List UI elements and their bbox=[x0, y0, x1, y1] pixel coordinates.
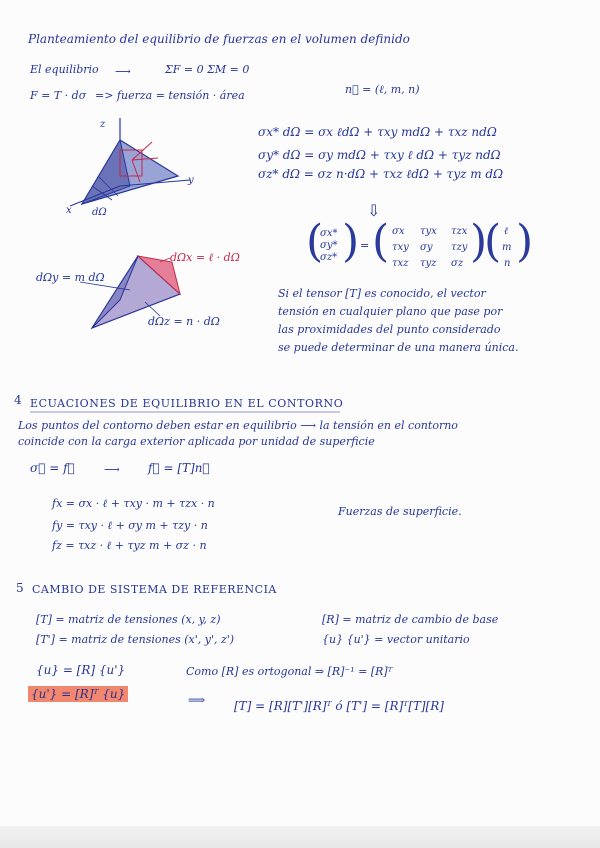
section4-side-note: Fuerzas de superficie. bbox=[338, 505, 462, 518]
tensor-note-line-4: se puede determinar de una manera única. bbox=[278, 341, 519, 354]
lhs-paren-right: ) bbox=[342, 216, 360, 267]
diagram2-label-left: dΩy = m dΩ bbox=[36, 271, 105, 284]
lhs-cell-2: σz* bbox=[320, 252, 338, 263]
force-explanation: => fuerza = tensión · área bbox=[95, 89, 245, 102]
def-u: {u} {u'} = vector unitario bbox=[322, 633, 470, 646]
tensor-cell-1-1: σy bbox=[420, 242, 433, 253]
arrow-glyph: ⟶ bbox=[115, 65, 131, 78]
tensor-cell-2-2: σz bbox=[451, 258, 464, 269]
axis-z-label: z bbox=[100, 119, 106, 130]
page-bottom-edge bbox=[0, 826, 600, 848]
tensor-paren-right: ) bbox=[470, 216, 488, 267]
tensor-cell-0-0: σx bbox=[392, 226, 405, 237]
lhs-paren-left: ( bbox=[306, 216, 324, 267]
tensor-cell-1-0: τxy bbox=[392, 242, 409, 253]
def-T: [T] = matriz de tensiones (x, y, z) bbox=[36, 613, 221, 626]
rhs-cell-2: n bbox=[504, 258, 511, 269]
tensor-cell-2-0: τxz bbox=[392, 258, 409, 269]
component-fz: fz = τxz · ℓ + τyz m + σz · n bbox=[52, 539, 207, 552]
transformation-result: [T] = [R][T'][R]ᵀ ó [T'] = [R]ᵀ[T][R] bbox=[234, 699, 444, 713]
section4-eq-left: σ⃗ = f⃗ bbox=[30, 461, 75, 475]
equation-sigma-z: σz* dΩ = σz n·dΩ + τxz ℓdΩ + τyz m dΩ bbox=[258, 167, 504, 181]
down-arrow-glyph: ⇩ bbox=[367, 201, 381, 220]
section4-number: 4 bbox=[14, 393, 22, 407]
diagram2-label-top: dΩx = ℓ · dΩ bbox=[170, 251, 240, 264]
def-T-prime: [T'] = matriz de tensiones (x', y', z') bbox=[36, 633, 235, 646]
rhs-cell-0: ℓ bbox=[504, 226, 509, 237]
lhs-cell-0: σx* bbox=[320, 228, 338, 239]
section4-text-line-2: coincide con la carga exterior aplicada por unidad de superficie bbox=[18, 435, 375, 448]
como-statement: Como [R] es ortogonal ⇒ [R]⁻¹ = [R]ᵀ bbox=[186, 665, 393, 678]
rhs-paren-left: ( bbox=[484, 216, 502, 267]
lhs-cell-1: σy* bbox=[320, 240, 338, 251]
highlight-marker: {u'} = [R]ᵀ {u} bbox=[28, 686, 128, 702]
equation-sigma-x: σx* dΩ = σx ℓdΩ + τxy mdΩ + τxz ndΩ bbox=[258, 125, 497, 139]
tetrahedron-diagram-1 bbox=[70, 118, 190, 206]
tensor-note-line-1: Si el tensor [T] es conocido, el vector bbox=[278, 287, 486, 300]
component-fx: fx = σx · ℓ + τxy · m + τzx · n bbox=[52, 497, 215, 510]
section4-eq-right: f⃗ = [T]n⃗ bbox=[148, 461, 210, 475]
component-fy: fy = τxy · ℓ + σy m + τzy · n bbox=[52, 519, 208, 532]
axis-x-label: x bbox=[66, 205, 72, 216]
area-label: dΩ bbox=[92, 207, 107, 218]
section5-number: 5 bbox=[16, 581, 24, 595]
diagram2-label-bottom: dΩz = n · dΩ bbox=[148, 315, 220, 328]
section4-text-line-1: Los puntos del contorno deben estar en equilibrio ⟶ la tensión en el contorno bbox=[18, 419, 458, 432]
force-definition: F = T · dσ bbox=[30, 89, 87, 102]
rhs-cell-1: m bbox=[502, 242, 512, 253]
tensor-note-line-3: las proximidades del punto considerado bbox=[278, 323, 501, 336]
section5-title: CAMBIO DE SISTEMA DE REFERENCIA bbox=[32, 583, 277, 596]
normal-vector: n⃗ = (ℓ, m, n) bbox=[345, 83, 420, 96]
tensor-cell-2-1: τyz bbox=[420, 258, 437, 269]
section4-eq-arrow: ⟶ bbox=[104, 463, 120, 476]
section4-title: ECUACIONES DE EQUILIBRIO EN EL CONTORNO bbox=[30, 397, 344, 410]
equilibrium-label: El equilibrio bbox=[30, 63, 99, 76]
result-arrow: ⟹ bbox=[188, 693, 206, 707]
def-R: [R] = matriz de cambio de base bbox=[322, 613, 499, 626]
tensor-paren-left: ( bbox=[372, 216, 390, 267]
tensor-cell-0-2: τzx bbox=[451, 226, 468, 237]
matrix-equals: = bbox=[360, 239, 370, 252]
relation-u: {u} = [R] {u'} bbox=[36, 663, 126, 677]
rhs-paren-right: ) bbox=[516, 216, 534, 267]
tensor-note-line-2: tensión en cualquier plano que pase por bbox=[278, 305, 503, 318]
axis-y-label: y bbox=[188, 175, 194, 186]
section-intro-title: Planteamiento del equilibrio de fuerzas en el volumen definido bbox=[28, 32, 410, 46]
tensor-cell-0-1: τyx bbox=[420, 226, 437, 237]
equation-sigma-y: σy* dΩ = σy mdΩ + τxy ℓ dΩ + τyz ndΩ bbox=[258, 148, 501, 162]
tensor-cell-1-2: τzy bbox=[451, 242, 468, 253]
relation-u-prime-highlighted bbox=[28, 688, 128, 700]
equilibrium-equations: ΣF = 0 ΣM = 0 bbox=[165, 63, 250, 76]
